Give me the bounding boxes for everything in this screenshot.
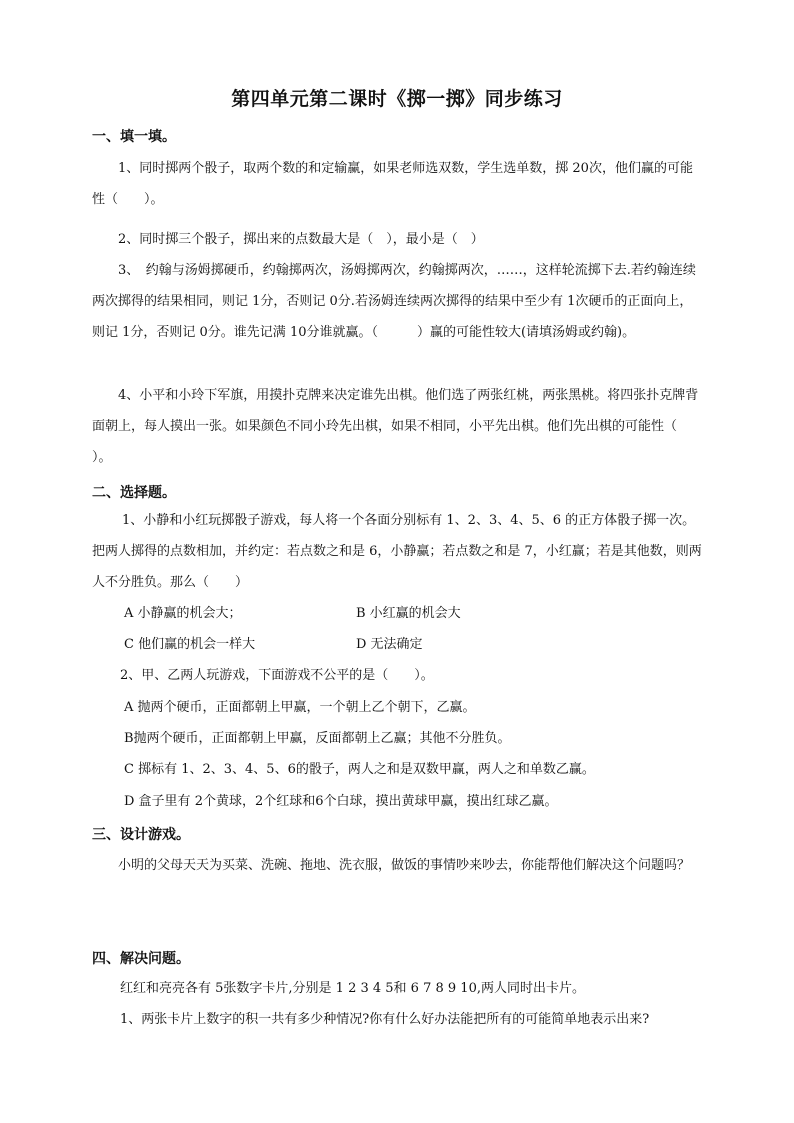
choice-question-1: 1、小静和小红玩掷骰子游戏，每人将一个各面分别标有 1、2、3、4、5、6 的正方体骰子掷一次。把两人掷得的点数相加，并约定：若点数之和是 6，小静赢；若点数之和是 7，小红赢；若是其他数，则两人不分胜负。那么（ ） xyxy=(92,513,702,590)
solve-problems-intro: 红红和亮亮各有 5张数字卡片,分别是 1 2 3 4 5和 6 7 8 9 10,两人同时出卡片。 xyxy=(120,981,585,996)
choice-question-2-option-a: A 抛两个硬币，正面都朝上甲赢，一个朝上乙个朝下，乙赢。 xyxy=(124,700,476,715)
page-title: 第四单元第二课时《掷一掷》同步练习 xyxy=(231,88,563,110)
choice-option-c: C 他们赢的机会一样大 xyxy=(124,637,256,652)
fill-in-question-2: 2、同时掷三个骰子，掷出来的点数最大是（ ），最小是（ ） xyxy=(118,232,484,247)
section-heading-design-game: 三、设计游戏。 xyxy=(92,827,190,843)
choice-option-d: D 无法确定 xyxy=(356,637,423,652)
fill-in-question-4: 4、小平和小玲下军旗，用摸扑克牌来决定谁先出棋。他们选了两张红桃，两张黑桃。将四张扑克牌背面朝上，每人摸出一张。如果颜色不同小玲先出棋，如果不相同，小平先出棋。他们先出棋的可能性（ ）。 xyxy=(92,388,704,465)
section-heading-multiple-choice: 二、选择题。 xyxy=(92,485,176,501)
choice-question-2-option-b: B抛两个硬币，正面都朝上甲赢，反面都朝上乙赢；其他不分胜负。 xyxy=(124,731,511,746)
choice-question-2-option-c: C 掷标有 1、2、3、4、5、6的骰子，两人之和是双数甲赢，两人之和单数乙赢。 xyxy=(124,762,595,777)
choice-option-a: A 小静赢的机会大； xyxy=(124,606,242,621)
solve-problems-question-1: 1、两张卡片上数字的积一共有多少种情况?你有什么好办法能把所有的可能简单地表示出来? xyxy=(120,1012,650,1027)
fill-in-question-3: 3、 约翰与汤姆掷硬币，约翰掷两次，汤姆掷两次，约翰掷两次，……，这样轮流掷下去.若约翰连续两次掷得的结果相同，则记 1分，否则记 0分.若汤姆连续两次掷得的结果中至少有 1次硬币的正面向上，则记 1分，否则记 0分。谁先记满 10分谁就赢。（ ）赢的可能性较大(请填汤姆或约翰)。 xyxy=(92,263,696,340)
choice-question-2: 2、甲、乙两人玩游戏，下面游戏不公平的是（ ）。 xyxy=(120,668,434,683)
choice-option-b: B 小红赢的机会大 xyxy=(356,606,461,621)
section-heading-solve-problems: 四、解决问题。 xyxy=(92,951,190,967)
design-game-text: 小明的父母天天为买菜、洗碗、拖地、洗衣服，做饭的事情吵来吵去，你能帮他们解决这个问题吗？ xyxy=(118,858,691,873)
choice-question-2-option-d: D 盒子里有 2个黄球，2个红球和6个白球，摸出黄球甲赢，摸出红球乙赢。 xyxy=(124,794,558,809)
section-heading-fill-in: 一、填一填。 xyxy=(92,129,176,145)
fill-in-question-1: 1、同时掷两个骰子，取两个数的和定输赢，如果老师选双数，学生选单数，掷 20次，他们赢的可能性（ ）。 xyxy=(92,161,693,207)
